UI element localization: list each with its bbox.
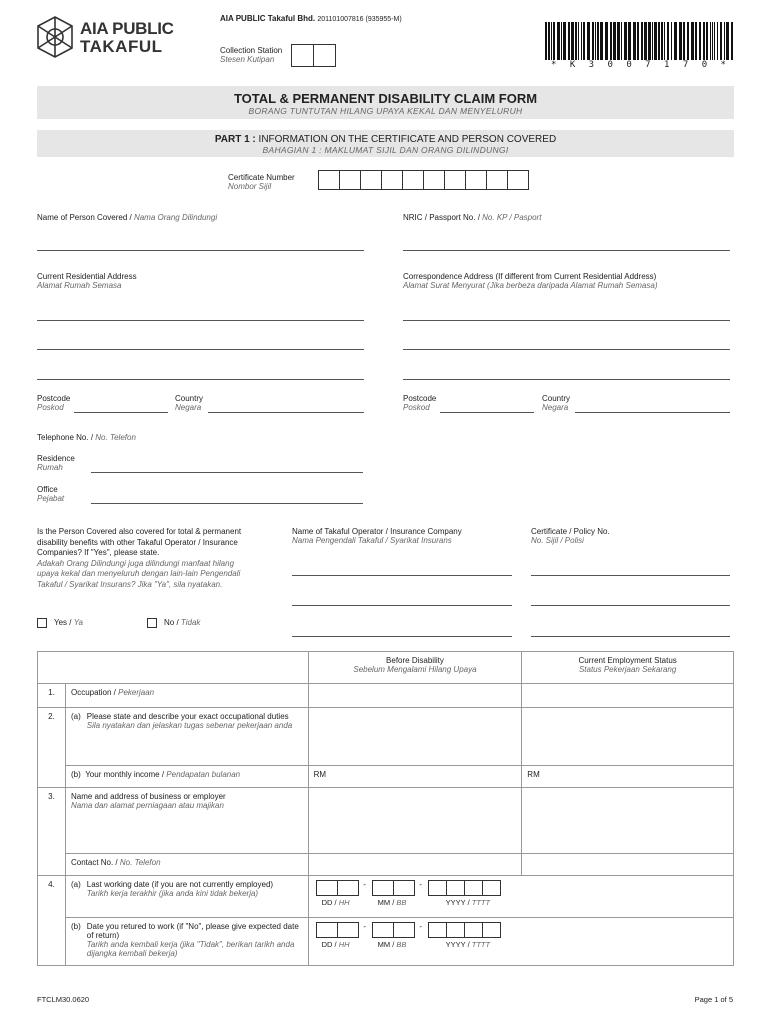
residence-label-ms: Rumah xyxy=(37,463,63,472)
no-label xyxy=(164,618,200,627)
contact-label xyxy=(65,854,308,876)
address-line-3[interactable] xyxy=(37,379,364,380)
contact-before-input[interactable] xyxy=(308,854,522,876)
nric-label-en: NRIC / Passport No. / xyxy=(403,213,483,222)
date-boxes[interactable]: - - xyxy=(316,880,728,896)
corr-postcode-label xyxy=(403,394,436,412)
form-title: TOTAL & PERMANENT DISABILITY CLAIM FORM xyxy=(233,91,538,106)
yes-label-en: Yes / xyxy=(54,618,74,627)
duties-tag: (a) xyxy=(70,712,81,721)
rm-prefix: RM xyxy=(313,770,327,779)
collection-station-en: Collection Station xyxy=(220,46,283,55)
part1-title-ms: BAHAGIAN 1 : MAKLUMAT SIJIL DAN ORANG DILINDUNGI xyxy=(262,145,509,155)
country-label-ms: Negara xyxy=(175,403,202,412)
corr-country-label xyxy=(542,394,570,412)
corr-address-line-3[interactable] xyxy=(403,379,730,380)
corr-country-label-en: Country xyxy=(542,394,571,403)
barcode-text: * K 3 0 0 7 1 7 0 * xyxy=(551,60,730,70)
table-row xyxy=(38,708,734,766)
residence-label-en: Residence xyxy=(37,454,75,463)
yyyy-label-ms: TTTT xyxy=(471,940,491,949)
nric-field[interactable] xyxy=(403,250,730,251)
collection-station-ms: Stesen Kutipan xyxy=(220,55,275,64)
last-working-date-label xyxy=(65,876,308,918)
telephone-label-ms: No. Telefon xyxy=(95,433,136,442)
return-date-input[interactable] xyxy=(308,918,733,966)
table-row xyxy=(38,918,734,966)
postcode-label-ms: Poskod xyxy=(37,403,64,412)
name-field[interactable] xyxy=(37,250,364,251)
table-row xyxy=(38,876,734,918)
policy-field-1[interactable] xyxy=(531,575,730,576)
collection-station-label xyxy=(220,46,282,64)
corr-address-line-1[interactable] xyxy=(403,320,730,321)
table-row xyxy=(38,788,734,854)
employer-current-input[interactable] xyxy=(522,788,734,854)
row-number: 1. xyxy=(38,684,66,708)
row-number: 2. xyxy=(38,708,66,788)
address-label-ms: Alamat Rumah Semasa xyxy=(37,281,122,290)
nric-label xyxy=(403,213,541,222)
page-number: Page 1 of 5 xyxy=(694,995,733,1004)
contact-label-en: Contact No. / xyxy=(70,858,120,867)
employer-before-input[interactable] xyxy=(308,788,522,854)
occupation-current-input[interactable] xyxy=(522,684,734,708)
occupation-before-input[interactable] xyxy=(308,684,522,708)
last-working-tag: (a) xyxy=(70,880,81,889)
employer-label xyxy=(65,788,308,854)
date-boxes[interactable]: - - xyxy=(316,922,728,938)
certificate-number-boxes[interactable] xyxy=(318,170,528,190)
company-info xyxy=(220,14,402,23)
country-field[interactable] xyxy=(208,412,364,413)
income-label xyxy=(65,766,308,788)
yyyy-label: YYYY / xyxy=(445,898,472,907)
name-label xyxy=(37,213,217,222)
postcode-label xyxy=(37,394,70,412)
name-label-ms: Nama Orang Dilindungi xyxy=(133,213,218,222)
return-date-label xyxy=(65,918,308,966)
before-disability-header xyxy=(308,652,522,684)
company-name: AIA PUBLIC Takaful Bhd. xyxy=(220,14,316,23)
occupation-label xyxy=(65,684,308,708)
office-label-en: Office xyxy=(37,485,58,494)
country-label xyxy=(175,394,203,412)
policy-label-ms: No. Sijil / Polisi xyxy=(531,536,584,545)
form-title-ms: BORANG TUNTUTAN HILANG UPAYA KEKAL DAN MENYELURUH xyxy=(248,106,523,116)
row-number: 4. xyxy=(38,876,66,966)
address-line-1[interactable] xyxy=(37,320,364,321)
duties-current-input[interactable] xyxy=(522,708,734,766)
office-phone-field[interactable] xyxy=(91,503,363,504)
office-label-ms: Pejabat xyxy=(37,494,65,503)
coverage-question-ms: Adakah Orang Dilindungi juga dilindungi manfaat hilang upaya kekal dan menyeluruh dengan lain-lain Pengendali Takaful / Syarikat Insurans? Jika "Ya", sila nyatakan. xyxy=(37,558,241,589)
corr-country-label-ms: Negara xyxy=(542,403,569,412)
income-label-ms: Pendapatan bulanan xyxy=(166,770,241,779)
corr-postcode-label-ms: Poskod xyxy=(403,403,430,412)
certificate-label-ms: Nombor Sijil xyxy=(228,182,272,191)
policy-label xyxy=(531,527,610,545)
rm-prefix: RM xyxy=(527,770,540,779)
part1-banner xyxy=(37,130,734,157)
part1-title xyxy=(37,134,734,145)
dd-label: DD / xyxy=(321,898,339,907)
address-label xyxy=(37,272,137,290)
occupation-label-ms: Pekerjaan xyxy=(118,688,155,697)
certificate-label-en: Certificate Number xyxy=(228,173,295,182)
yyyy-label: YYYY / xyxy=(445,940,472,949)
telephone-label xyxy=(37,433,136,442)
barcode-icon xyxy=(545,22,735,60)
operator-label-en: Name of Takaful Operator / Insurance Company xyxy=(292,527,462,536)
company-logo xyxy=(35,15,75,59)
logo-text-1: AIA PUBLIC xyxy=(80,19,174,38)
employer-label-en: Name and address of business or employer xyxy=(70,792,226,801)
dd-label-ms: HH xyxy=(338,940,350,949)
current-header-en: Current Employment Status xyxy=(578,656,677,665)
collection-station-boxes[interactable] xyxy=(291,44,335,67)
current-status-header xyxy=(522,652,734,684)
part1-title-bold: PART 1 : xyxy=(214,134,256,145)
employer-label-ms: Nama dan alamat perniagaan atau majikan xyxy=(70,801,224,810)
operator-field-1[interactable] xyxy=(292,575,512,576)
country-label-en: Country xyxy=(175,394,204,403)
date-format-labels xyxy=(314,940,728,949)
aia-logo-icon xyxy=(35,15,75,59)
corr-address-line-2[interactable] xyxy=(403,349,730,350)
certificate-label xyxy=(228,173,295,191)
operator-field-2[interactable] xyxy=(292,605,512,606)
duties-label xyxy=(65,708,308,766)
address-line-2[interactable] xyxy=(37,349,364,350)
table-row xyxy=(38,684,734,708)
corr-address-label xyxy=(403,272,658,290)
barcode xyxy=(545,22,735,60)
operator-label xyxy=(292,527,462,545)
mm-label: MM / xyxy=(377,898,397,907)
contact-current-input[interactable] xyxy=(522,854,734,876)
employment-table xyxy=(37,651,734,966)
corr-postcode-label-en: Postcode xyxy=(403,394,437,403)
no-checkbox[interactable] xyxy=(147,618,157,628)
current-header-ms: Status Pekerjaan Sekarang xyxy=(578,665,677,674)
yes-checkbox[interactable] xyxy=(37,618,47,628)
nric-label-ms: No. KP / Pasport xyxy=(482,213,542,222)
telephone-label-en: Telephone No. / xyxy=(37,433,96,442)
last-working-label-ms: Tarikh kerja terakhir (jika anda kini tidak bekerja) xyxy=(86,889,259,898)
income-label-en: Your monthly income / xyxy=(85,770,167,779)
no-label-en: No / xyxy=(164,618,181,627)
table-row xyxy=(38,854,734,876)
return-tag: (b) xyxy=(70,922,81,931)
mm-label-ms: BB xyxy=(396,940,407,949)
policy-field-3[interactable] xyxy=(531,636,730,637)
return-label-en: Date you retured to work (if "No", please give expected date of return) xyxy=(86,922,299,940)
occupation-label-en: Occupation / xyxy=(70,688,119,697)
header-empty-cell xyxy=(38,652,309,684)
address-label-en: Current Residential Address xyxy=(37,272,137,281)
policy-field-2[interactable] xyxy=(531,605,730,606)
coverage-question-en: Is the Person Covered also covered for total & permanent disability benefits with other Takaful Operator / Insurance Companies? If "Yes", please state. xyxy=(37,527,242,557)
table-row xyxy=(38,766,734,788)
title-banner xyxy=(37,86,734,119)
corr-country-field[interactable] xyxy=(575,412,730,413)
before-header-en: Before Disability xyxy=(386,656,444,665)
residence-phone-field[interactable] xyxy=(91,472,363,473)
dd-label: DD / xyxy=(321,940,339,949)
income-current-input[interactable] xyxy=(522,766,734,788)
form-code: FTCLM30.0620 xyxy=(37,995,90,1004)
corr-address-label-en: Correspondence Address (If different from Current Residential Address) xyxy=(403,272,657,281)
postcode-label-en: Postcode xyxy=(37,394,71,403)
operator-field-3[interactable] xyxy=(292,636,512,637)
income-tag: (b) xyxy=(70,770,81,779)
mm-label-ms: BB xyxy=(396,898,407,907)
income-before-input[interactable] xyxy=(308,766,522,788)
contact-label-ms: No. Telefon xyxy=(119,858,161,867)
return-label-ms: Tarikh anda kembali kerja (jika "Tidak", berikan tarikh anda dijangka kembali bekerja) xyxy=(86,940,295,958)
corr-address-label-ms: Alamat Surat Menyurat (Jika berbeza daripada Alamat Rumah Semasa) xyxy=(403,281,658,290)
policy-label-en: Certificate / Policy No. xyxy=(531,527,610,536)
logo-text-2: TAKAFUL xyxy=(80,37,163,56)
yes-label xyxy=(54,618,83,627)
yes-label-ms: Ya xyxy=(73,618,83,627)
duties-before-input[interactable] xyxy=(308,708,522,766)
last-working-label-en: Last working date (if you are not currently employed) xyxy=(86,880,274,889)
date-format-labels xyxy=(314,898,728,907)
table-header-row xyxy=(38,652,734,684)
office-label xyxy=(37,485,64,503)
postcode-field[interactable] xyxy=(74,412,168,413)
part1-title-text: INFORMATION ON THE CERTIFICATE AND PERSON COVERED xyxy=(255,134,557,145)
company-reg-no: 201101007816 (935955-M) xyxy=(317,16,402,23)
operator-label-ms: Nama Pengendali Takaful / Syarikat Insurans xyxy=(292,536,452,545)
corr-postcode-field[interactable] xyxy=(440,412,534,413)
row-number: 3. xyxy=(38,788,66,876)
yyyy-label-ms: TTTT xyxy=(471,898,491,907)
mm-label: MM / xyxy=(377,940,397,949)
duties-label-en: Please state and describe your exact occupational duties xyxy=(86,712,289,721)
no-label-ms: Tidak xyxy=(180,618,201,627)
last-working-date-input[interactable] xyxy=(308,876,733,918)
coverage-question xyxy=(37,527,257,590)
residence-label xyxy=(37,454,75,472)
name-label-en: Name of Person Covered / xyxy=(37,213,134,222)
dd-label-ms: HH xyxy=(338,898,350,907)
duties-label-ms: Sila nyatakan dan jelaskan tugas sebenar pekerjaan anda xyxy=(86,721,293,730)
before-header-ms: Sebelum Mengalami Hilang Upaya xyxy=(353,665,477,674)
